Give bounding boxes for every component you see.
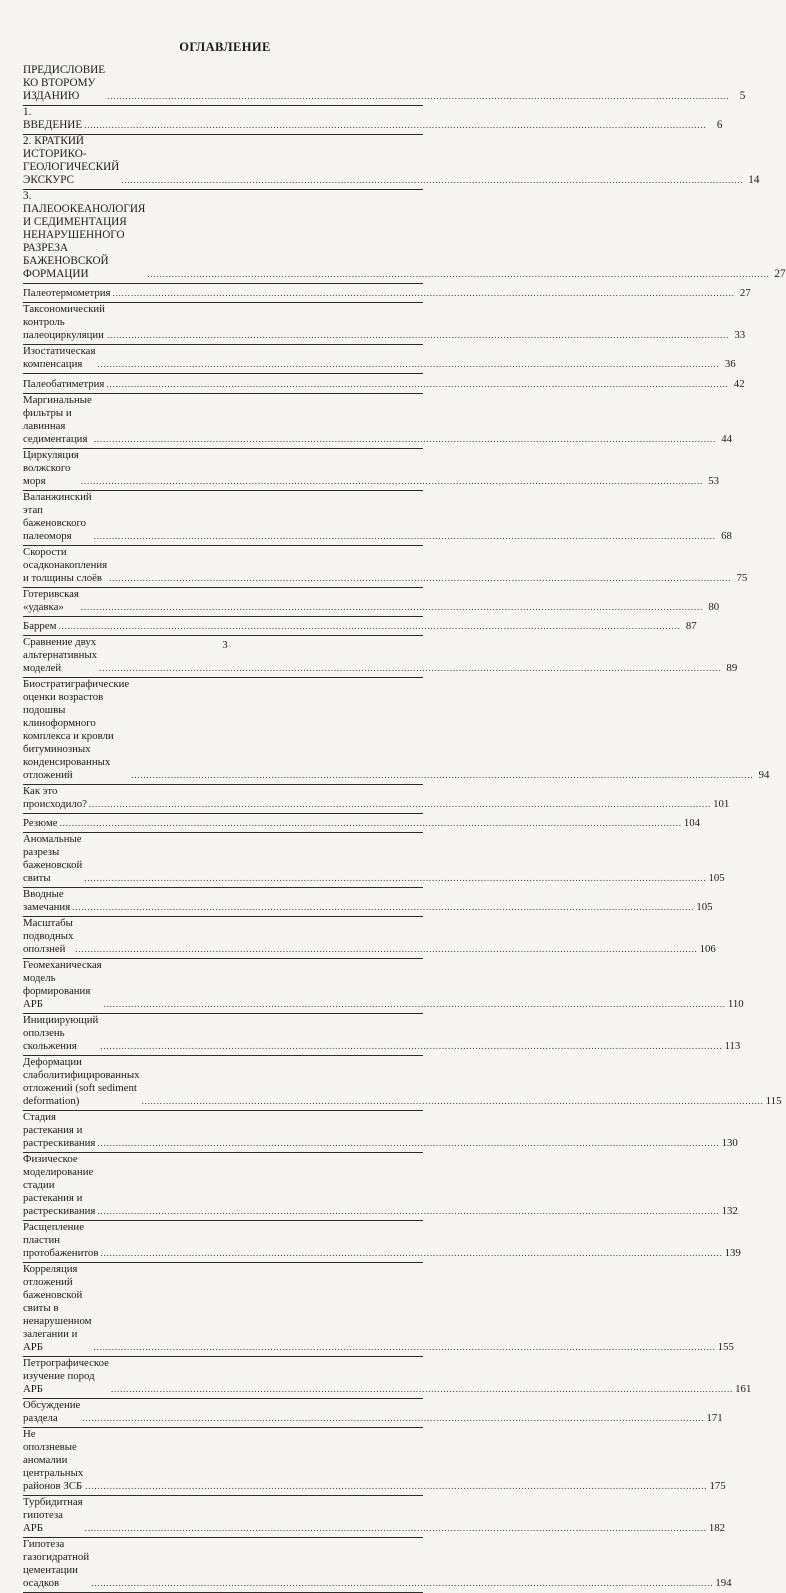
toc-entry-page: 106 (699, 943, 716, 956)
toc-entry-label: 3. ПАЛЕООКЕАНОЛОГИЯ И СЕДИМЕНТАЦИЯ НЕНАРУШЕННОГО РАЗРЕЗА БАЖЕНОВСКОЙ ФОРМАЦИИ (23, 190, 146, 280)
toc-leader-dots (85, 1522, 707, 1535)
toc-leader-dots (85, 1480, 707, 1493)
toc-entry (23, 1263, 734, 1357)
toc-entry-label: Не оползневые аномалии центральных районов ЗСБ (23, 1428, 84, 1493)
toc-entry-page: 105 (696, 901, 713, 914)
toc-entry (23, 814, 701, 833)
toc-entry (23, 1014, 741, 1056)
toc-entry-page: 175 (709, 1480, 726, 1493)
toc-leader-dots (109, 572, 731, 585)
toc-leader-dots (81, 475, 703, 488)
toc-leader-dots (84, 119, 706, 132)
toc-entry (23, 1111, 738, 1153)
toc-leader-dots (107, 90, 729, 103)
toc-entry-label: Инициирующий оползень скольжения (23, 1014, 99, 1053)
toc-entry-page: 33 (734, 329, 746, 342)
toc-leader-dots (81, 601, 703, 614)
toc-entry (23, 490, 732, 546)
toc-entry-page: 194 (715, 1577, 732, 1590)
toc-leader-dots (72, 901, 694, 914)
toc-entry (23, 677, 770, 785)
toc-entry (23, 303, 746, 345)
toc-leader-dots (113, 287, 735, 300)
toc-entry-page: 80 (708, 600, 720, 613)
toc-entry (23, 1153, 738, 1221)
toc-entry-label: Палеотермометрия (23, 287, 111, 300)
toc-entry-page: 14 (748, 174, 760, 186)
toc-entry-page: 36 (724, 358, 736, 371)
table-of-contents (23, 64, 786, 1593)
toc-leader-dots (58, 620, 680, 633)
toc-entry-page: 132 (721, 1205, 738, 1218)
toc-entry (23, 1538, 732, 1593)
toc-entry-page: 89 (726, 661, 738, 674)
toc-entry-label: Стадия растекания и растрескивания (23, 1111, 96, 1150)
toc-entry-label: Турбидитная гипотеза АРБ (23, 1496, 83, 1535)
toc-entry-page: 27 (774, 268, 786, 280)
toc-entry (23, 393, 733, 449)
toc-entry-label: Геомеханическая модель формирования АРБ (23, 959, 102, 1011)
toc-entry-page: 182 (708, 1522, 726, 1535)
toc-entry-label: ПРЕДИСЛОВИЕ КО ВТОРОМУ ИЗДАНИЮ (23, 64, 106, 102)
toc-entry-label: Вводные замечания (23, 888, 71, 914)
toc-entry-label: Палеобатиметрия (23, 377, 105, 390)
toc-entry-label: Маргинальные фильтры и лавинная седиментация (23, 393, 92, 445)
toc-entry-label: Биостратиграфические оценки возрастов подошвы клиноформного комплекса и кровли битуминозных конденсированных отложений (23, 677, 130, 781)
toc-entry (23, 106, 723, 135)
toc-leader-dots (84, 872, 706, 885)
toc-entry (23, 784, 730, 814)
toc-entry-label: Масштабы подводных оползней (23, 917, 74, 956)
toc-entry-page: 44 (721, 432, 733, 445)
toc-entry-page: 115 (765, 1095, 782, 1108)
toc-entry-page: 27 (739, 287, 751, 300)
toc-entry-page: 87 (685, 619, 697, 632)
toc-entry-label: Валанжинский этап баженовского палеоморя (23, 490, 92, 542)
toc-entry (23, 448, 720, 491)
toc-entry-page: 75 (736, 571, 748, 584)
toc-entry (23, 833, 725, 888)
page-title: ОГЛАВЛЕНИЕ (179, 40, 271, 54)
page-number: 3 (222, 640, 228, 651)
toc-leader-dots (100, 1247, 722, 1260)
toc-entry (23, 545, 748, 588)
toc-entry (23, 345, 736, 374)
toc-entry-page: 68 (721, 529, 732, 542)
toc-entry-page: 155 (717, 1341, 734, 1354)
toc-entry (23, 1357, 752, 1399)
toc-entry-label: Корреляция отложений баженовской свиты в ненарушенном залегании и АРБ (23, 1263, 92, 1354)
toc-leader-dots (97, 358, 719, 371)
toc-entry-label: Циркуляция волжского моря (23, 448, 79, 487)
toc-leader-dots (104, 998, 726, 1011)
toc-entry-page: 53 (708, 474, 720, 487)
toc-entry (23, 64, 746, 106)
toc-leader-dots (147, 268, 769, 281)
toc-leader-dots (91, 1577, 713, 1590)
toc-leader-dots (89, 798, 711, 811)
toc-entry-label: Баррем (23, 619, 57, 632)
toc-entry-page: 139 (724, 1247, 741, 1260)
toc-entry-label: Обсуждение раздела (23, 1399, 81, 1425)
toc-entry (23, 1399, 723, 1428)
toc-entry-label: Аномальные разрезы баженовской свиты (23, 833, 83, 885)
toc-entry (23, 587, 720, 617)
toc-entry-page: 94 (758, 768, 770, 781)
toc-entry-label: Деформации слаболитифицированных отложений (soft sediment deformation) (23, 1056, 140, 1108)
toc-entry-page: 42 (733, 377, 745, 390)
toc-entry (23, 1428, 726, 1496)
toc-leader-dots (131, 769, 753, 782)
toc-entry-label: Готеривская «удавка» (23, 587, 79, 613)
toc-leader-dots (94, 530, 716, 543)
toc-entry (23, 959, 744, 1014)
toc-entry (23, 617, 697, 636)
toc-entry-label: Расщепление пластин протобаженитов (23, 1221, 99, 1260)
toc-leader-dots (121, 174, 743, 187)
toc-entry-label: Скорости осадконакопления и толщины слоёв (23, 545, 108, 584)
toc-leader-dots (100, 1040, 722, 1053)
toc-leader-dots (97, 1205, 719, 1218)
toc-leader-dots (82, 1412, 704, 1425)
toc-entry (23, 1221, 741, 1263)
toc-entry-page: 104 (683, 817, 701, 830)
toc-entry-page: 110 (727, 998, 744, 1011)
toc-leader-dots (75, 943, 697, 956)
toc-entry (23, 1496, 726, 1538)
toc-entry-label: Гипотеза газогидратной цементации осадков (23, 1538, 90, 1590)
toc-entry-label: Резюме (23, 817, 58, 830)
toc-leader-dots (111, 1383, 733, 1396)
toc-entry-label: Сравнение двух альтернативных моделей (23, 635, 98, 674)
toc-entry (23, 190, 786, 284)
toc-entry-page: 6 (716, 119, 723, 131)
toc-entry-label: 2. КРАТКИЙ ИСТОРИКО-ГЕОЛОГИЧЕСКИЙ ЭКСКУРС (23, 135, 120, 186)
toc-entry (23, 1056, 782, 1111)
toc-entry-page: 101 (713, 797, 730, 810)
toc-entry-label: Изостатическая компенсация (23, 345, 96, 371)
toc-entry-page: 171 (706, 1412, 723, 1425)
toc-leader-dots (106, 378, 728, 391)
toc-entry (23, 888, 713, 917)
toc-leader-dots (107, 329, 729, 342)
toc-entry (23, 284, 751, 303)
toc-entry-page: 161 (735, 1383, 752, 1396)
toc-leader-dots (60, 817, 682, 830)
toc-entry-page: 130 (721, 1137, 738, 1150)
toc-leader-dots (97, 1137, 719, 1150)
toc-entry-label: 1. ВВЕДЕНИЕ (23, 106, 83, 131)
toc-entry-page: 105 (708, 872, 725, 885)
toc-leader-dots (141, 1095, 763, 1108)
toc-entry-page: 113 (724, 1040, 741, 1053)
toc-entry-label: Таксономический контроль палеоциркуляции (23, 303, 105, 342)
toc-leader-dots (99, 662, 721, 675)
toc-leader-dots (94, 433, 716, 446)
toc-entry (23, 917, 716, 959)
toc-entry-label: Как это происходило? (23, 784, 87, 810)
toc-leader-dots (93, 1341, 715, 1354)
toc-entry (23, 374, 745, 393)
toc-entry-page: 5 (739, 90, 746, 102)
toc-entry-label: Физическое моделирование стадии растекания и растрескивания (23, 1153, 96, 1218)
toc-entry-label: Петрографическое изучение пород АРБ (23, 1357, 109, 1396)
toc-entry (23, 135, 760, 190)
